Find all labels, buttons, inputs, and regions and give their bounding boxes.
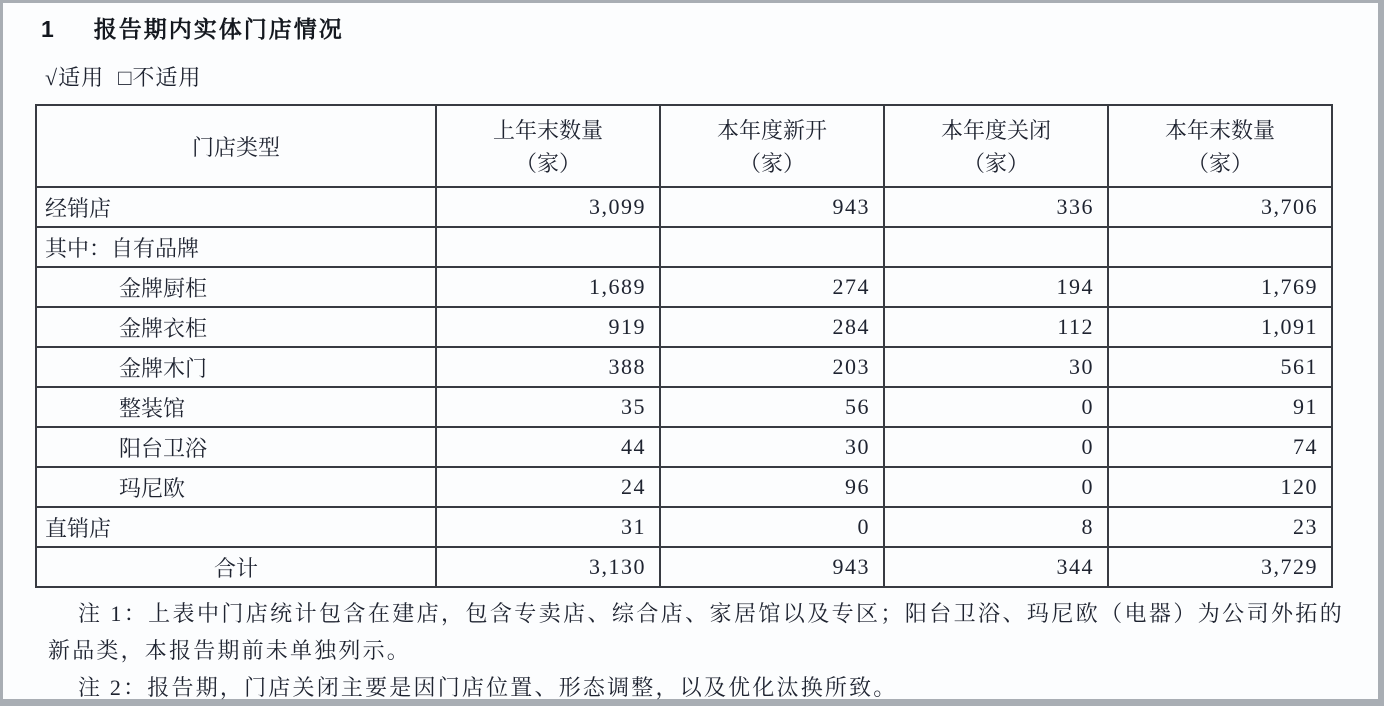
cell-store-type: 金牌木门 xyxy=(36,347,436,387)
cell-value: 3,729 xyxy=(1108,547,1332,587)
column-header-unit: （家） xyxy=(738,151,805,176)
footnotes xyxy=(48,595,1344,706)
cell-value: 30 xyxy=(884,347,1108,387)
cell-value: 344 xyxy=(884,547,1108,587)
cell-store-type: 金牌衣柜 xyxy=(36,307,436,347)
column-header: 本年度新开 （家） xyxy=(660,105,884,187)
column-header: 本年度关闭 （家） xyxy=(884,105,1108,187)
cell-value: 74 xyxy=(1108,427,1332,467)
cell-value: 0 xyxy=(884,427,1108,467)
cell-value: 35 xyxy=(436,387,660,427)
cell-value: 1,769 xyxy=(1108,267,1332,307)
column-header-unit: （家） xyxy=(962,151,1029,176)
cell-value: 56 xyxy=(660,387,884,427)
cell-value: 120 xyxy=(1108,467,1332,507)
cell-value: 943 xyxy=(660,547,884,587)
cell-store-type: 玛尼欧 xyxy=(36,467,436,507)
table-row xyxy=(36,547,1332,587)
empty-checkbox-icon: □ xyxy=(118,65,133,90)
cell-value xyxy=(884,227,1108,267)
cell-store-type: 直销店 xyxy=(36,507,436,547)
cell-value: 31 xyxy=(436,507,660,547)
cell-value: 91 xyxy=(1108,387,1332,427)
cell-value: 919 xyxy=(436,307,660,347)
cell-value: 0 xyxy=(884,387,1108,427)
footnote-1: 注 1：上表中门店统计包含在建店，包含专卖店、综合店、家居馆以及专区；阳台卫浴、玛尼欧（电器）为公司外拓的新品类，本报告期前未单独列示。 xyxy=(48,601,1344,663)
cell-value: 44 xyxy=(436,427,660,467)
checkmark-icon: √ xyxy=(45,65,59,90)
cell-value: 3,130 xyxy=(436,547,660,587)
cell-value: 0 xyxy=(660,507,884,547)
column-header: 上年末数量 （家） xyxy=(436,105,660,187)
cell-value: 1,091 xyxy=(1108,307,1332,347)
cell-store-type: 金牌厨柜 xyxy=(36,267,436,307)
applicability-line xyxy=(45,61,1378,92)
table-row xyxy=(36,227,1332,267)
not-applicable-label: 不适用 xyxy=(132,65,202,90)
table-row xyxy=(36,307,1332,347)
cell-value: 96 xyxy=(660,467,884,507)
column-header-unit: （家） xyxy=(514,151,581,176)
cell-store-type: 经销店 xyxy=(36,187,436,227)
table-row xyxy=(36,267,1332,307)
cell-value: 274 xyxy=(660,267,884,307)
cell-value: 388 xyxy=(436,347,660,387)
cell-value: 561 xyxy=(1108,347,1332,387)
document-page xyxy=(3,3,1378,699)
section-title xyxy=(41,11,1378,44)
cell-value: 30 xyxy=(660,427,884,467)
cell-store-type: 阳台卫浴 xyxy=(36,427,436,467)
cell-value xyxy=(436,227,660,267)
column-header: 门店类型 xyxy=(36,105,436,187)
cell-value: 24 xyxy=(436,467,660,507)
column-header-unit: （家） xyxy=(1186,151,1253,176)
column-header: 本年末数量 （家） xyxy=(1108,105,1332,187)
cell-value: 1,689 xyxy=(436,267,660,307)
cell-value xyxy=(660,227,884,267)
store-count-table xyxy=(35,104,1333,588)
table-header-row xyxy=(36,105,1332,187)
cell-value: 203 xyxy=(660,347,884,387)
table-row xyxy=(36,347,1332,387)
cell-value xyxy=(1108,227,1332,267)
table-row xyxy=(36,507,1332,547)
cell-store-type: 其中：自有品牌 xyxy=(36,227,436,267)
cell-value: 194 xyxy=(884,267,1108,307)
footnote-2: 注 2：报告期，门店关闭主要是因门店位置、形态调整，以及优化汰换所致。 xyxy=(78,675,898,700)
cell-value: 943 xyxy=(660,187,884,227)
cell-value: 336 xyxy=(884,187,1108,227)
cell-value: 8 xyxy=(884,507,1108,547)
cell-value: 3,706 xyxy=(1108,187,1332,227)
section-number: 1 xyxy=(41,16,56,42)
table-body xyxy=(36,187,1332,587)
cell-value: 112 xyxy=(884,307,1108,347)
cell-store-type: 整装馆 xyxy=(36,387,436,427)
cell-value: 284 xyxy=(660,307,884,347)
table-row xyxy=(36,187,1332,227)
table-row xyxy=(36,467,1332,507)
section-title-text: 报告期内实体门店情况 xyxy=(93,16,344,42)
table-row xyxy=(36,387,1332,427)
table-row xyxy=(36,427,1332,467)
applicable-label: 适用 xyxy=(58,65,105,90)
cell-value: 3,099 xyxy=(436,187,660,227)
cell-value: 0 xyxy=(884,467,1108,507)
cell-value: 23 xyxy=(1108,507,1332,547)
cell-store-type: 合计 xyxy=(36,547,436,587)
